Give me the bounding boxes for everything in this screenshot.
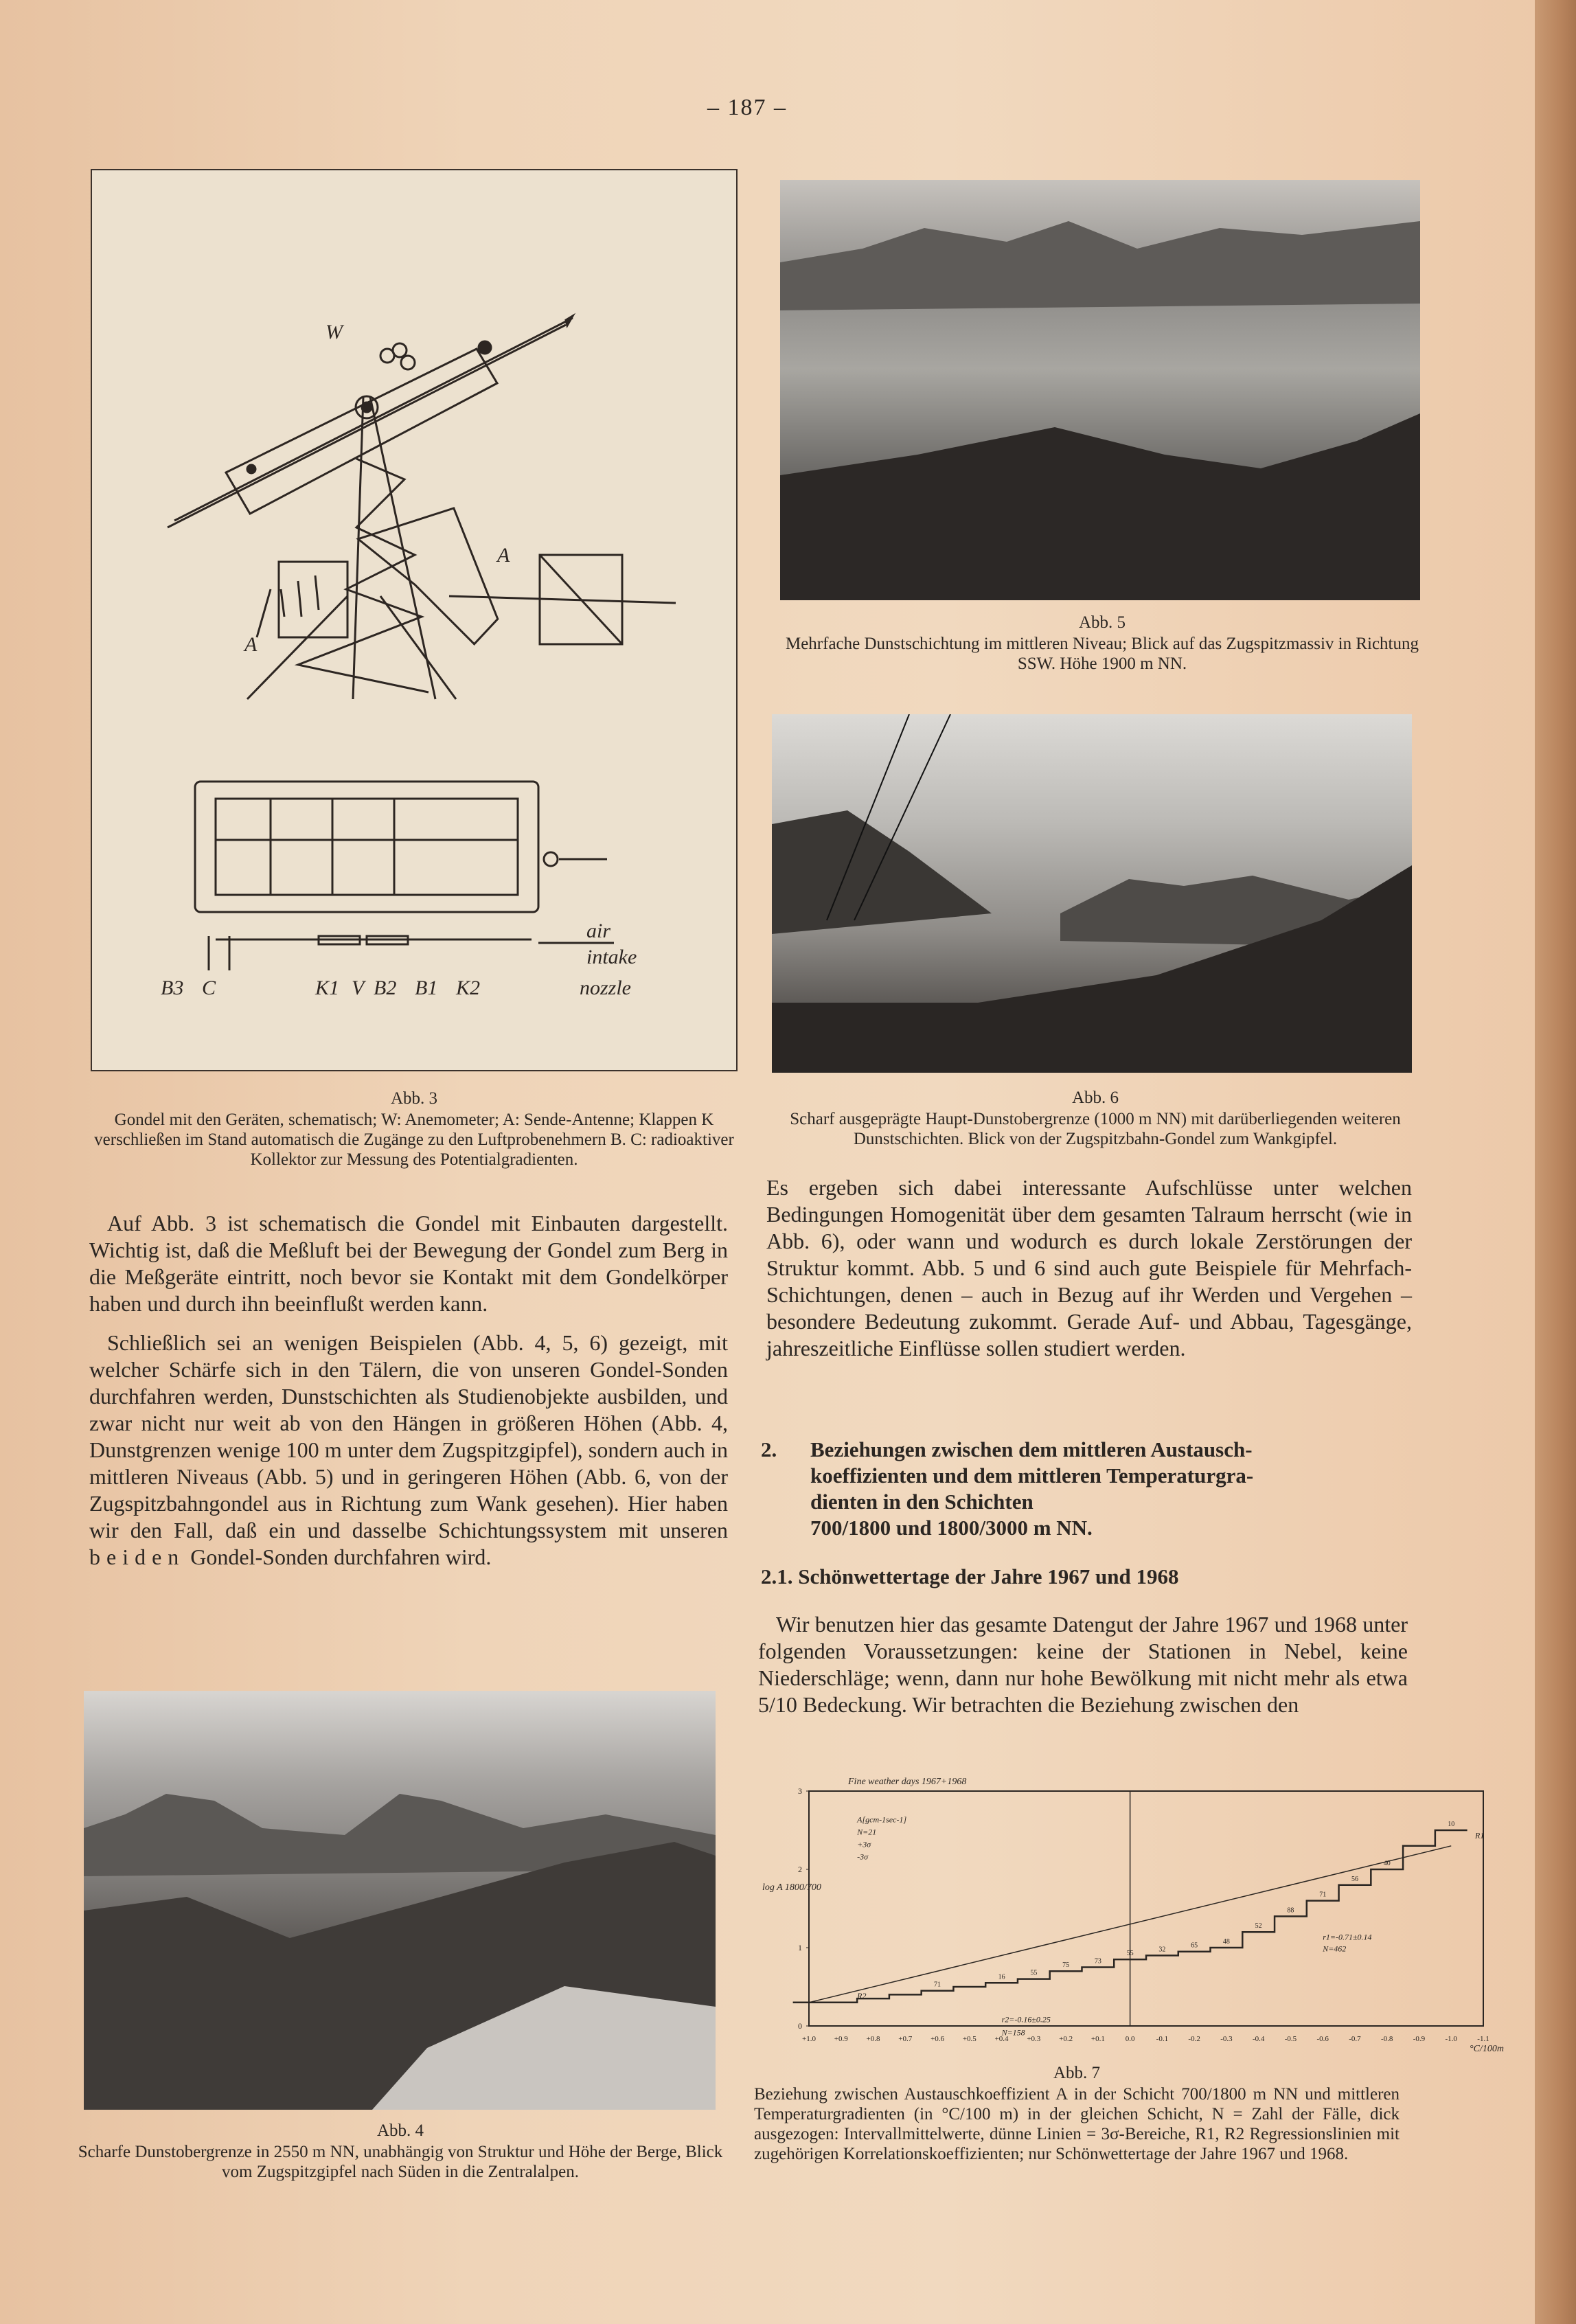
chart-title: Fine weather days 1967+1968 [848,1777,967,1787]
count-label: 65 [1191,1941,1198,1950]
x-tick-label: +0.3 [1027,2035,1041,2043]
chart-annotation: r1=-0.71±0.14 [1323,1932,1372,1942]
tower-leg-right [370,397,435,699]
count-label: 16 [998,1973,1005,1981]
left-paragraph-1: Auf Abb. 3 ist schematisch die Gondel mit Einbauten dargestellt. Wichtig ist, daß die Meßluft bei der Bewegung der Gondel zum Berg in die Meßgeräte eintritt, noch bevor sie Kontakt mit dem Gondelkörper haben und durch ihn beeinflußt werden kann. [89,1211,728,1316]
x-tick-label: -0.9 [1413,2035,1426,2043]
count-label: 40 [1383,1860,1391,1867]
chart-annotation: r2=-0.16±0.25 [1001,2014,1051,2025]
x-tick-label: -0.4 [1252,2035,1265,2043]
figure-3-caption-title: Abb. 3 [390,1089,438,1108]
figure-6-photo [772,714,1412,1073]
figure-5-caption-title: Abb. 5 [1078,613,1126,632]
figure-4-caption-text: Scharfe Dunstobergrenze in 2550 m NN, unabhängig von Struktur und Höhe der Berge, Blick vom Zugspitzgipfel nach Süden in die Zentralalpen. [78,2143,723,2181]
label-c: C [202,977,216,999]
anemometer-vane [356,504,501,661]
figure-5-mountains [780,180,1420,600]
left-paragraph-2 [89,1330,728,1571]
figure-5-caption-text: Mehrfache Dunstschichtung im mittleren Niveau; Blick auf das Zugspitzmassiv in Richtung SSW. Höhe 1900 m NN. [785,635,1419,673]
chart-annotation: N=158 [1001,2027,1025,2038]
x-tick-label: +0.2 [1059,2035,1073,2043]
label-k2: K2 [456,977,481,999]
figure-4-caption-title: Abb. 4 [376,2121,424,2140]
label-b1: B1 [415,977,438,999]
gondola-diagram [92,170,736,1070]
antenna-box [279,562,347,637]
label-a-antenna: A [244,633,258,656]
count-label: 10 [1448,1821,1455,1828]
count-label: 71 [1319,1891,1327,1899]
label-v: V [352,977,365,999]
y-tick-label: 3 [798,1786,802,1796]
figure-4-peaks [84,1691,716,2110]
tower-leg-left [353,397,363,699]
legend-entry: N=21 [857,1827,877,1837]
label-k1: K1 [315,977,340,999]
legend-entry: +3σ [857,1839,871,1849]
section-title-line-3: dienten in den Schichten [810,1490,1033,1514]
figure-7-caption [754,2063,1400,2164]
chart-annotation: N=462 [1323,1944,1347,1954]
section-title-line-4: 700/1800 und 1800/3000 m NN. [810,1516,1093,1540]
count-label: 48 [1222,1938,1230,1946]
x-tick-label: +0.6 [930,2035,945,2043]
left-paragraph-2-spaced: beiden [89,1545,185,1569]
figure-4-caption [74,2121,727,2182]
figure-7-chart [755,1773,1504,2066]
count-label: 32 [1158,1946,1166,1954]
x-tick-label: +0.5 [962,2035,977,2043]
figure-5-photo [780,180,1420,600]
section-title-line-2: koeffizienten und dem mittleren Temperaturgra- [810,1463,1254,1488]
x-tick-label: +1.0 [802,2035,816,2043]
figure-3-gondola-schematic [91,169,738,1071]
figure-6-valley [772,714,1412,1073]
figure-7-svg [755,1773,1504,2066]
label-b3: B3 [161,977,184,999]
section-heading [761,1437,1420,1541]
label-nozzle: nozzle [580,977,631,999]
figure-6-caption [766,1088,1425,1149]
label-w: W [326,321,343,343]
book-spine [1535,0,1576,2324]
chart-frame [809,1791,1483,2026]
figure-7-caption-title: Abb. 7 [1053,2064,1101,2082]
right-paragraph-2-block [758,1611,1408,1718]
chart-annotation: R2 [857,1991,867,2001]
count-label: 71 [934,1981,941,1989]
count-label: 88 [1287,1906,1294,1915]
cable-line [168,325,566,527]
x-tick-label: -1.0 [1445,2035,1457,2043]
figure-6-caption-text: Scharf ausgeprägte Haupt-Dunstobergrenze (1000 m NN) mit darüberliegenden weiteren Dunstschichten. Blick von der Zugspitzbahn-Gondel zum Wankgipfel. [790,1110,1401,1148]
count-label: 55 [1126,1950,1134,1958]
subsection-heading: 2.1. Schönwettertage der Jahre 1967 und 1968 [761,1564,1179,1588]
x-tick-label: -0.3 [1220,2035,1233,2043]
x-tick-label: -0.1 [1156,2035,1169,2043]
chart-y-label: log A 1800/700 [762,1882,821,1893]
figure-6-caption-title: Abb. 6 [1071,1089,1119,1107]
x-tick-label: +0.1 [1090,2035,1105,2043]
x-tick-label: +0.8 [866,2035,880,2043]
section-number: 2. [761,1437,777,1461]
count-label: 52 [1255,1922,1262,1930]
x-tick-label: +0.4 [994,2035,1009,2043]
section-title-line-1: Beziehungen zwischen dem mittleren Austausch- [810,1437,1253,1461]
right-column-text [766,1174,1412,1362]
left-paragraph-2-part-b: Gondel-Sonden durchfahren wird. [190,1545,492,1569]
figure-3-caption-text: Gondel mit den Geräten, schematisch; W: Anemometer; A: Sende-Antenne; Klappen K verschließen im Stand automatisch die Zugänge zu den Luftprobenehmern B. C: radioaktiver Kollektor zur Messung des Potentialgradienten. [94,1110,734,1169]
label-b2: B2 [374,977,397,999]
gondola-cabin [195,782,538,912]
figure-5-caption [769,613,1435,674]
y-tick-label: 2 [798,1865,802,1874]
label-intake: intake [586,946,637,968]
x-tick-label: +0.7 [898,2035,913,2043]
page-number: – 187 – [707,95,787,120]
x-tick-label: -1.1 [1477,2035,1489,2043]
x-tick-label: -0.8 [1381,2035,1393,2043]
y-tick-label: 1 [798,1943,802,1952]
count-label: 55 [1030,1969,1038,1977]
count-label: 75 [1062,1961,1070,1970]
x-tick-label: -0.2 [1188,2035,1200,2043]
legend-entry: A[gcm-1sec-1] [857,1814,907,1825]
x-tick-label: -0.6 [1316,2035,1329,2043]
left-paragraph-2-part-a: Schließlich sei an wenigen Beispielen (Abb. 4, 5, 6) gezeigt, mit welcher Schärfe sich in den Tälern, die von unseren Gondel-Sonden durchfahren werden, Dunstschichten als Studienobjekte ausbilden, und zwar nicht nur weit ab von den Hängen in größeren Höhen (Abb. 4, Dunstgrenzen wenige 100 m unter dem Zugspitzgipfel), sondern auch in mittleren Niveaus (Abb. 5) und in geringeren Höhen (Abb. 6, von der Zugspitzbahngondel aus in Richtung zum Wank gesehen). Hier haben wir den Fall, daß ein und dasselbe Schichtungssystem mit unseren [89,1330,728,1542]
chart-x-unit: °C/100m [1470,2044,1504,2054]
figure-3-caption [88,1089,740,1170]
x-tick-label: +0.9 [834,2035,848,2043]
right-paragraph-1: Es ergeben sich dabei interessante Aufschlüsse unter welchen Bedingungen Homogenität über dem gesamten Talraum herrscht (wie in Abb. 6), oder wann und wodurch es durch lokale Zerstörungen der Struktur kommt. Abb. 5 und 6 sind auch gute Beispiele für Mehrfach-Schichtungen, denen – auch in Bezug auf ihr Werden und Vergehen – besondere Bedeutung zukommt. Gerade Auf- und Abbau, Tagesgänge, jahreszeitliche Einflüsse sollen studiert werden. [766,1175,1412,1360]
x-tick-label: 0.0 [1125,2035,1135,2043]
legend-entry: -3σ [857,1852,869,1862]
right-paragraph-2: Wir benutzen hier das gesamte Datengut der Jahre 1967 und 1968 unter folgenden Voraussetzungen: keine der Stationen in Nebel, keine Niederschläge; wenn, dann nur hohe Bewölkung mit nicht mehr als etwa 5/10 Bedeckung. Wir betrachten die Beziehung zwischen den [758,1612,1408,1717]
count-label: 73 [1094,1957,1101,1966]
y-tick-label: 0 [798,2021,802,2031]
label-air: air [586,920,611,942]
label-a-vane: A [497,544,510,567]
figure-4-photo [84,1691,716,2110]
count-label: 56 [1351,1875,1358,1883]
chart-annotation: R1 [1475,1830,1485,1841]
left-column-text [89,1210,728,1571]
x-tick-label: -0.7 [1349,2035,1361,2043]
x-tick-label: -0.5 [1284,2035,1297,2043]
figure-7-caption-text: Beziehung zwischen Austauschkoeffizient A in der Schicht 700/1800 m NN und mittleren Temperaturgradienten (in °C/100 m) in der gleichen Schicht, N = Zahl der Fälle, dick ausgezogen: Intervallmittelwerte, dünne Linien = 3σ-Bereiche, R1, R2 Regressionslinien mit zugehörigen Korrelationskoeffizienten; nur Schönwettertage der Jahre 1967 und 1968. [754,2085,1400,2163]
